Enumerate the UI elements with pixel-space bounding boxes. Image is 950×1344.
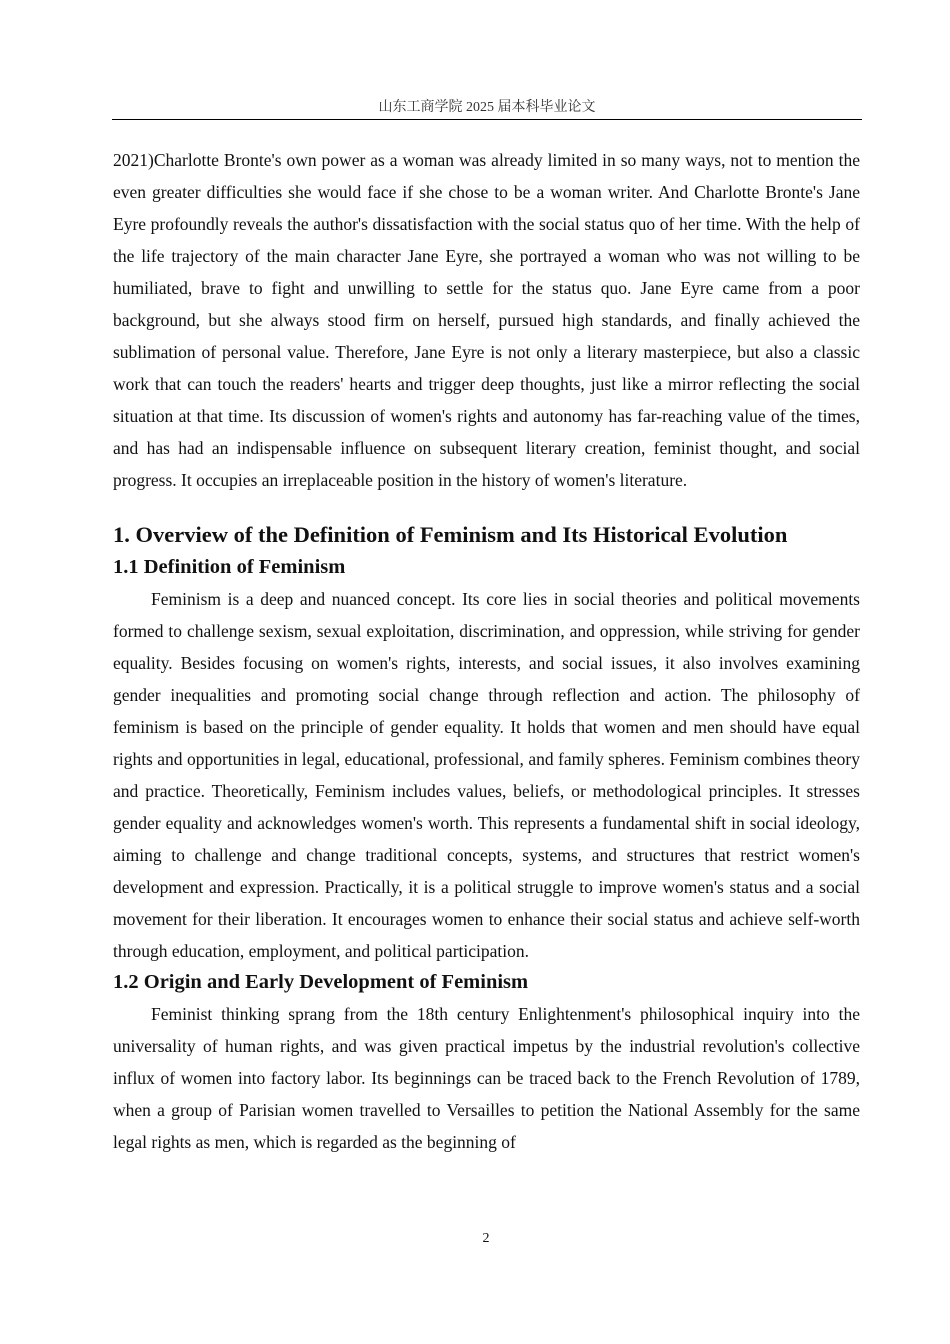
subsection-heading-1-2: 1.2 Origin and Early Development of Feminism [113,971,529,993]
continuation-paragraph: 2021)Charlotte Bronte's own power as a woman was already limited in so many ways, not to mention the even greater difficulties she would face if she chose to be a woman writer. And Charlotte Bronte's Jane Eyre profoundly reveals the author's dissatisfaction with the social status quo of her time. With the help of the life trajectory of the main character Jane Eyre, she portrayed a woman who was not willing to be humiliated, brave to fight and unwilling to settle for the status quo. Jane Eyre came from a poor background, but she always stood firm on herself, pursued high standards, and finally achieved the sublimation of personal value. Therefore, Jane Eyre is not only a literary masterpiece, but also a classic work that can touch the readers' hearts and trigger deep thoughts, just like a mirror reflecting the social situation at that time. Its discussion of women's rights and autonomy has far-reaching value of the times, and has had an indispensable influence on subsequent literary creation, feminist thought, and social progress. It occupies an irreplaceable position in the history of women's literature. [113,150,860,490]
body-text [113,144,860,1158]
page-number: 2 [482,1231,490,1246]
running-header: 山东工商学院 2025 届本科毕业论文 [378,100,596,115]
subsection-heading-1-1: 1.1 Definition of Feminism [113,556,346,578]
origin-paragraph: Feminist thinking sprang from the 18th century Enlightenment's philosophical inquiry into the universality of human rights, and was given practical impetus by the industrial revolution's collective influx of women into factory labor. Its beginnings can be traced back to the French Revolution of 1789, when a group of Parisian women travelled to Versailles to petition the National Assembly for the same legal rights as men, which is regarded as the beginning of [113,1004,860,1152]
header-rule [112,119,862,120]
definition-paragraph: Feminism is a deep and nuanced concept. Its core lies in social theories and political movements formed to challenge sexism, sexual exploitation, discrimination, and oppression, while striving for gender equality. Besides focusing on women's rights, interests, and social issues, it also involves examining gender inequalities and promoting social change through reflection and action. The philosophy of feminism is based on the principle of gender equality. It holds that women and men should have equal rights and opportunities in legal, educational, professional, and family spheres. Feminism combines theory and practice. Theoretically, Feminism includes values, beliefs, or methodological principles. It stresses gender equality and acknowledges women's worth. This represents a fundamental shift in social ideology, aiming to challenge and change traditional concepts, systems, and structures that restrict women's development and expression. Practically, it is a political struggle to improve women's status and a social movement for their liberation. It encourages women to enhance their social status and achieve self-worth through education, employment, and political participation. [113,589,860,961]
section-heading-1: 1. Overview of the Definition of Feminism and Its Historical Evolution [113,522,788,547]
